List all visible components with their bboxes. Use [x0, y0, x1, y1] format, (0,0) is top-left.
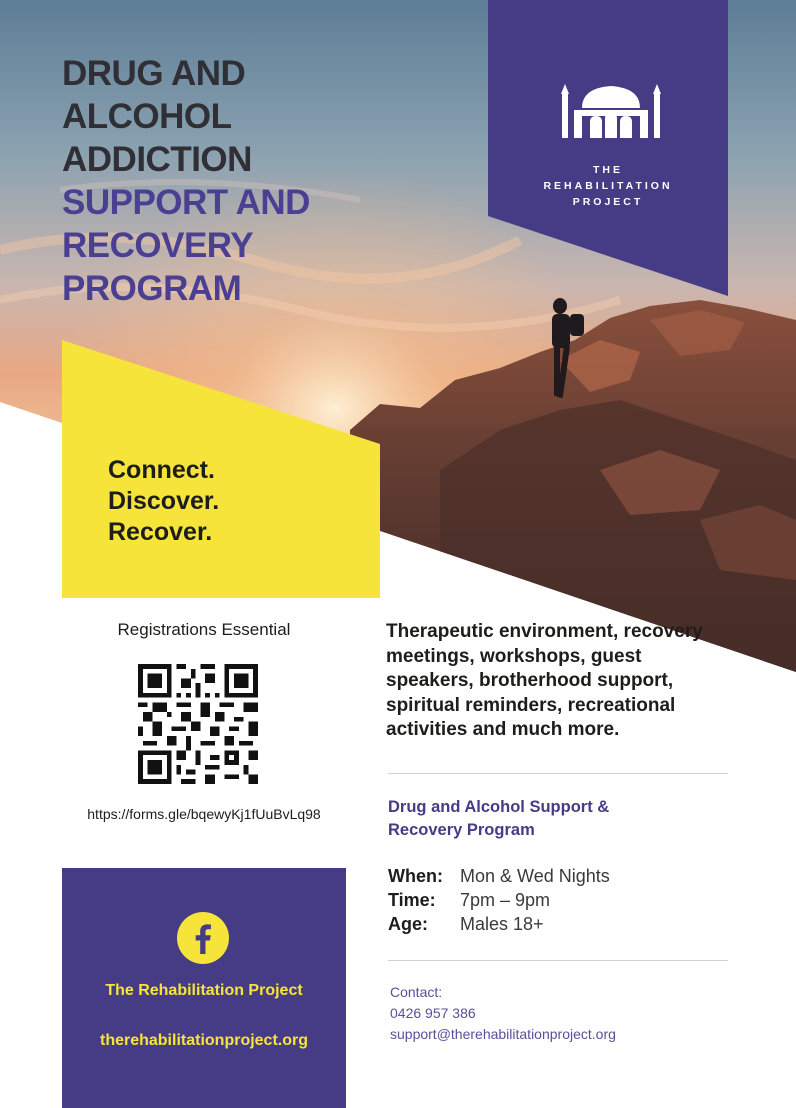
social-box — [62, 868, 346, 1108]
logo-wordmark — [508, 162, 708, 210]
headline-line: RECOVERY — [62, 226, 254, 265]
contact-block — [390, 982, 616, 1045]
headline-line: ALCOHOL — [62, 97, 232, 136]
info-label: Time: — [388, 890, 436, 910]
logo-text-line: PROJECT — [572, 196, 644, 208]
headline-line: ADDICTION — [62, 140, 252, 179]
facebook-icon[interactable] — [177, 912, 229, 964]
info-row-age — [388, 914, 544, 935]
mosque-icon — [560, 82, 662, 140]
info-row-when — [388, 866, 610, 887]
tagline-line: Connect. — [108, 456, 215, 484]
divider — [388, 773, 728, 774]
organization-name: The Rehabilitation Project — [105, 982, 303, 999]
logo-panel — [488, 0, 728, 296]
headline-line: SUPPORT AND — [62, 183, 310, 222]
headline-line: DRUG AND — [62, 54, 246, 93]
info-label: Age: — [388, 914, 428, 934]
qr-code[interactable] — [138, 664, 258, 784]
contact-email[interactable]: support@therehabilitationproject.org — [390, 1026, 616, 1042]
logo-panel-background — [488, 0, 728, 296]
headline — [62, 52, 392, 310]
contact-label: Contact: — [390, 984, 443, 1000]
headline-line: PROGRAM — [62, 269, 242, 308]
features-text: Therapeutic environment, recovery meetings, workshops, guest speakers, brotherhood support, spiritual reminders, recreational activities and much more. — [386, 621, 703, 740]
tagline-line: Discover. — [108, 487, 220, 515]
program-title: Drug and Alcohol Support & Recovery Program — [388, 798, 610, 839]
website-link[interactable]: therehabilitationproject.org — [99, 1032, 308, 1049]
info-value: 7pm – 9pm — [460, 890, 551, 910]
divider — [388, 960, 728, 961]
tagline-line: Recover. — [108, 518, 213, 546]
info-label: When: — [388, 866, 443, 886]
logo-text-line: REHABILITATION — [543, 180, 673, 192]
registration-url[interactable]: https://forms.gle/bqewyKj1fUuBvLq98 — [87, 806, 321, 822]
registration-title: Registrations Essential — [117, 620, 291, 639]
info-row-time — [388, 890, 550, 911]
tagline — [108, 455, 219, 548]
info-value: Males 18+ — [460, 914, 544, 934]
logo-text-line: THE — [593, 164, 623, 176]
contact-phone[interactable]: 0426 957 386 — [390, 1005, 476, 1021]
info-value: Mon & Wed Nights — [460, 866, 610, 886]
